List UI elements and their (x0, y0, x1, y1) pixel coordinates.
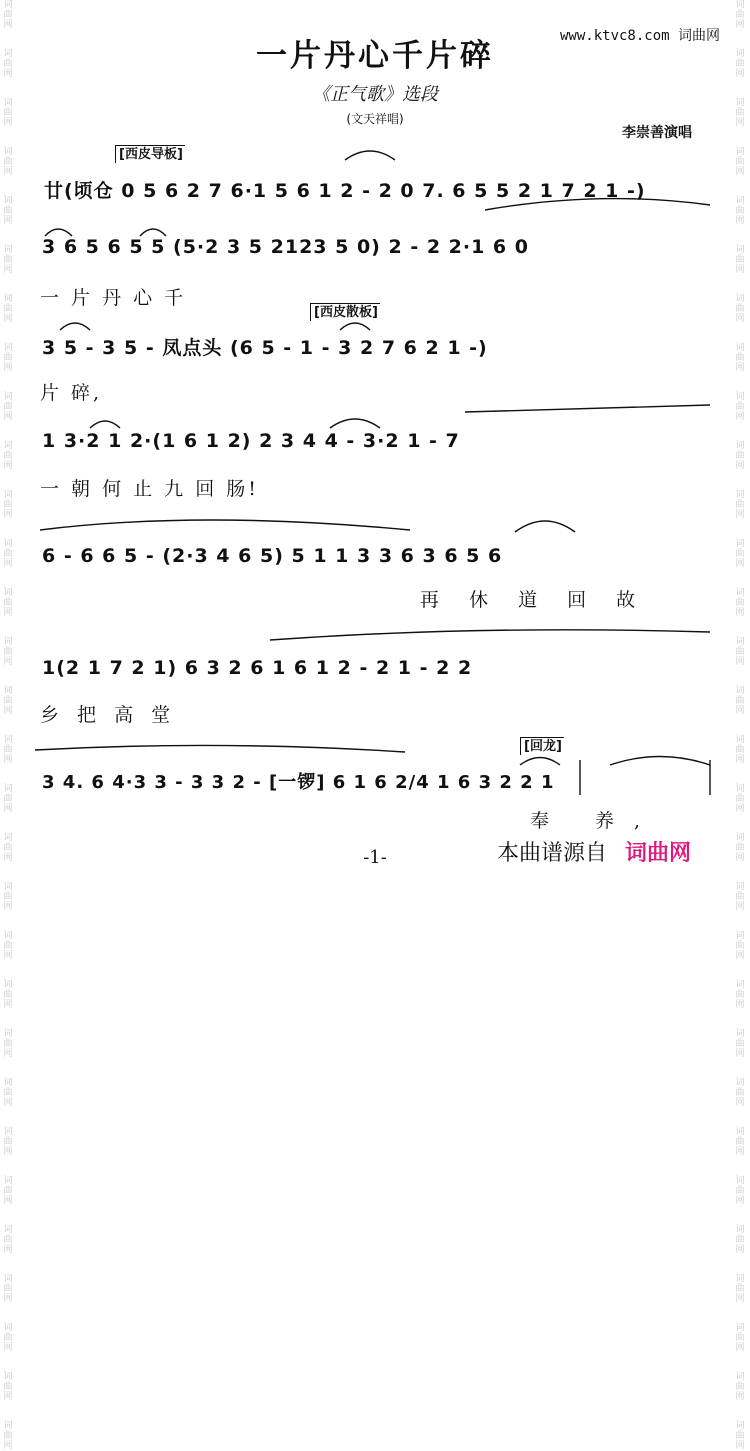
watermark-text: 词曲网 (3, 931, 13, 961)
watermark-text: 词曲网 (3, 1372, 13, 1402)
notation-row: 1 3·2 1 2·(1 6 1 2) 2 3 4 4 - 3·2 1 - 7 (42, 430, 460, 452)
slur-arc (60, 323, 90, 330)
watermark-text: 词曲网 (3, 245, 13, 275)
source-brand: 词曲网 (625, 841, 692, 866)
watermark-text: 词曲网 (3, 1274, 13, 1304)
slur-arc (270, 630, 710, 640)
watermark-text: 词曲网 (3, 1421, 13, 1451)
watermark-text: 词曲网 (3, 490, 13, 520)
watermark-text: 词曲网 (735, 343, 745, 373)
notation-row: 3 5 - 3 5 - 凤点头 (6 5 - 1 - 3 2 7 6 2 1 -) (42, 337, 488, 359)
watermark-text: 词曲网 (735, 882, 745, 912)
score-title: 一片丹心千片碎 (256, 38, 494, 74)
slur-arc (345, 151, 395, 160)
watermark-text: 词曲网 (3, 1176, 13, 1206)
lyrics-row: 再 休 道 回 故 (420, 589, 648, 611)
watermark-text: 词曲网 (3, 49, 13, 79)
slur-arc (610, 757, 710, 766)
notation-row: 6 - 6 6 5 - (2·3 4 6 5) 5 1 1 3 3 6 3 6 5 6 (42, 545, 503, 567)
watermark-text: 词曲网 (3, 1078, 13, 1108)
slur-arc (40, 520, 410, 530)
watermark-text: 词曲网 (3, 588, 13, 618)
slur-arc (35, 745, 405, 752)
watermark-text: 词曲网 (3, 441, 13, 471)
notation-row: 廿(顷仓 0 5 6 2 7 6·1 5 6 1 2 - 2 0 7. 6 5 5 2 1 7 2 1 -) (44, 180, 646, 202)
section-mark: [回龙] (520, 737, 564, 755)
lyrics-row: 奉 养, (530, 810, 661, 832)
score-subtitle: 《正气歌》选段 (312, 84, 438, 105)
source-footer (497, 836, 691, 867)
watermark-text: 词曲网 (3, 882, 13, 912)
slur-arc (340, 323, 370, 330)
watermark-text: 词曲网 (735, 1176, 745, 1206)
lyrics-row: 一 片 丹 心 千 (40, 287, 187, 309)
watermark-text: 词曲网 (3, 147, 13, 177)
watermark-text: 词曲网 (735, 98, 745, 128)
watermark-text: 词曲网 (735, 441, 745, 471)
slur-arc (140, 229, 166, 236)
site-header: www.ktvc8.com 词曲网 (560, 28, 721, 44)
watermark-text: 词曲网 (3, 98, 13, 128)
watermark-text: 词曲网 (735, 539, 745, 569)
slur-arc (520, 758, 560, 766)
slur-arc (485, 199, 710, 210)
lyrics-row: 片 碎, (40, 382, 103, 404)
slur-arc (465, 405, 710, 412)
watermark-text: 词曲网 (735, 49, 745, 79)
watermark-text: 词曲网 (3, 637, 13, 667)
watermark-text: 词曲网 (735, 686, 745, 716)
notation-row: 3 6 5 6 5 5 (5·2 3 5 2123 5 0) 2 - 2 2·1 6 0 (42, 236, 529, 258)
watermark-text: 词曲网 (735, 1323, 745, 1353)
watermark-text: 词曲网 (3, 980, 13, 1010)
watermark-text: 词曲网 (735, 490, 745, 520)
watermark-text: 词曲网 (3, 294, 13, 324)
slur-arc (45, 229, 72, 236)
watermark-text: 词曲网 (735, 294, 745, 324)
watermark-text: 词曲网 (735, 833, 745, 863)
watermark-text: 词曲网 (735, 735, 745, 765)
slur-arc (515, 521, 575, 532)
watermark-text: 词曲网 (735, 1078, 745, 1108)
watermark-text: 词曲网 (735, 196, 745, 226)
watermark-text: 词曲网 (735, 588, 745, 618)
score-note: (文天祥唱) (346, 112, 404, 126)
watermark-text: 词曲网 (735, 147, 745, 177)
watermark-text: 词曲网 (3, 1029, 13, 1059)
watermark-text: 词曲网 (735, 1225, 745, 1255)
watermark-text: 词曲网 (735, 1127, 745, 1157)
lyrics-row: 乡 把 高 堂 (40, 704, 177, 726)
watermark-text: 词曲网 (3, 0, 13, 30)
watermark-text: 词曲网 (735, 1372, 745, 1402)
watermark-text: 词曲网 (3, 343, 13, 373)
watermark-text: 词曲网 (3, 784, 13, 814)
page-number: -1- (363, 847, 387, 868)
slur-arc (330, 419, 380, 428)
performer-credit: 李崇善演唱 (622, 125, 692, 141)
watermark-text: 词曲网 (3, 735, 13, 765)
watermark-text: 词曲网 (735, 0, 745, 30)
section-mark: [西皮导板] (115, 145, 185, 163)
watermark-text: 词曲网 (735, 1029, 745, 1059)
watermark-text: 词曲网 (735, 1274, 745, 1304)
watermark-text: 词曲网 (735, 931, 745, 961)
watermark-text: 词曲网 (3, 686, 13, 716)
watermark-text: 词曲网 (3, 833, 13, 863)
watermark-text: 词曲网 (3, 1127, 13, 1157)
notation-row: 3 4. 6 4·3 3 - 3 3 2 - [一锣] 6 1 6 2/4 1 6 3 2 2 1 (42, 772, 555, 793)
watermark-text: 词曲网 (3, 539, 13, 569)
watermark-text: 词曲网 (735, 637, 745, 667)
watermark-text: 词曲网 (3, 392, 13, 422)
section-mark: [西皮散板] (310, 303, 380, 321)
lyrics-row: 一 朝 何 止 九 回 肠! (40, 478, 259, 500)
slur-arc (90, 421, 120, 428)
watermark-text: 词曲网 (735, 784, 745, 814)
watermark-text: 词曲网 (735, 1421, 745, 1451)
watermark-text: 词曲网 (3, 196, 13, 226)
notation-row: 1(2 1 7 2 1) 6 3 2 6 1 6 1 2 - 2 1 - 2 2 (42, 657, 473, 679)
watermark-text: 词曲网 (735, 245, 745, 275)
watermark-text: 词曲网 (735, 392, 745, 422)
watermark-text: 词曲网 (735, 980, 745, 1010)
source-label: 本曲谱源自 (497, 841, 608, 866)
watermark-text: 词曲网 (3, 1323, 13, 1353)
watermark-text: 词曲网 (3, 1225, 13, 1255)
